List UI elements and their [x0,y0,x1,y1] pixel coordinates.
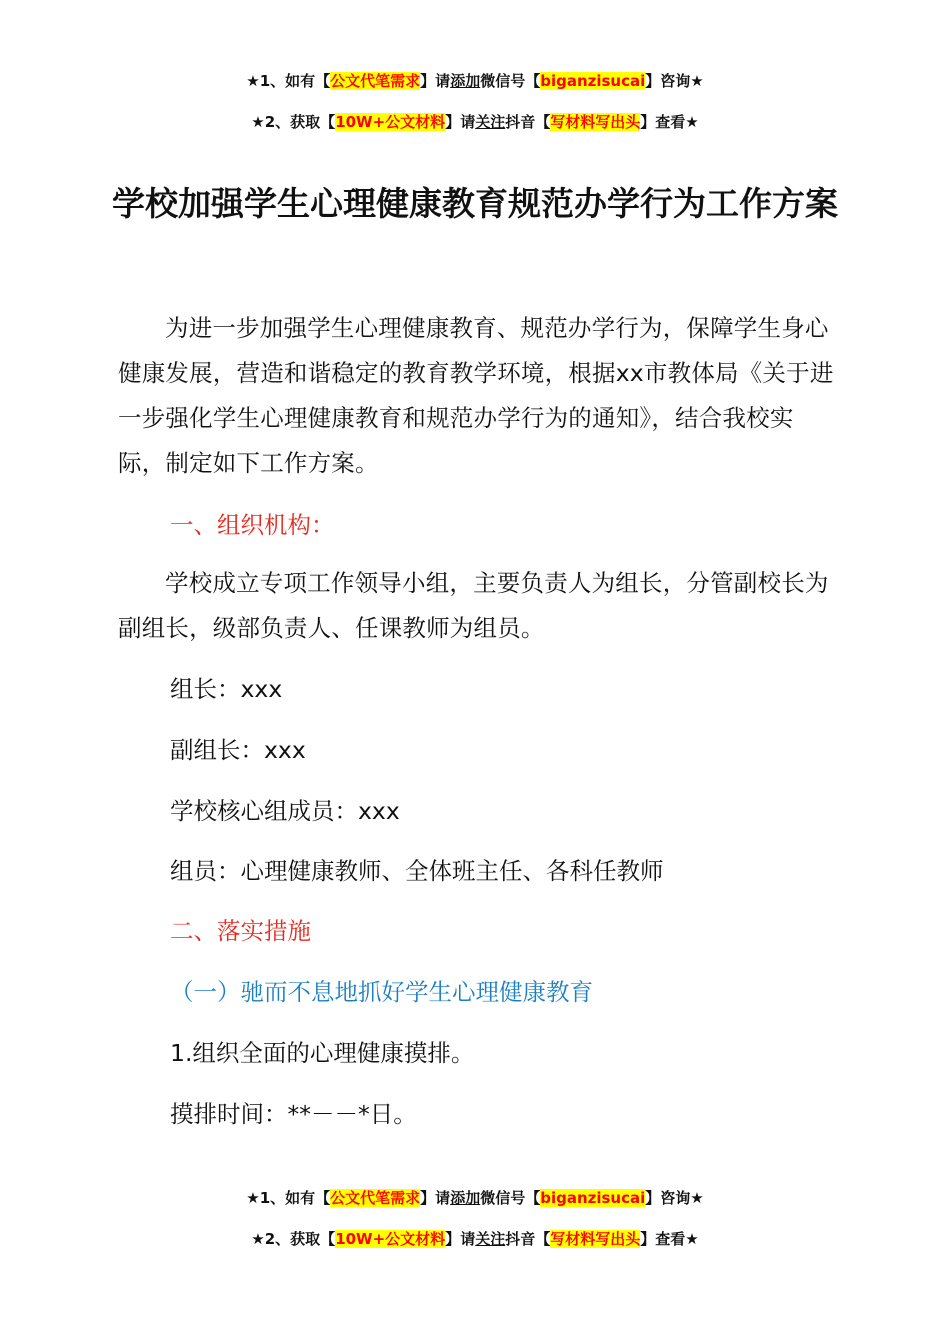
item-1: 1.组织全面的心理健康摸排。 [170,1039,475,1067]
banner-text: 】请 [420,1189,451,1207]
banner-text: 】请 [445,1230,476,1248]
intro-paragraph: 为进一步加强学生心理健康教育、规范办学行为，保障学生身心健康发展，营造和谐稳定的教育教学环境，根据xx市教体局《关于进一步强化学生心理健康教育和规范办学行为的通知》，结合我校实际，制定如下工作方案。 [118,314,834,477]
banner-highlight: biganzisucai [540,1189,646,1207]
banner-highlight: 公文代笔需求 [330,1189,421,1207]
banner-highlight: 10W+公文材料 [335,113,446,131]
banner-text: ★1、如有【 [246,1189,331,1207]
banner-text: 】查看★ [640,1230,699,1248]
banner-underline: 关注 [475,1230,506,1248]
banner-underline: 添加 [450,72,481,90]
banner-highlight: 公文代笔需求 [330,72,421,90]
banner-text: ★2、获取【 [251,113,336,131]
banner-highlight: biganzisucai [540,72,646,90]
leader-line: 组长：xxx [170,675,283,703]
banner-text: ★2、获取【 [251,1230,336,1248]
banner-highlight: 写材料写出头 [550,1230,641,1248]
section-1-paragraph: 学校成立专项工作领导小组，主要负责人为组长，分管副校长为副组长，级部负责人、任课教师为组员。 [118,569,829,642]
members-line: 组员：心理健康教师、全体班主任、各科任教师 [170,857,664,885]
top-banner-line-2 [0,111,950,132]
banner-highlight: 写材料写出头 [550,113,641,131]
banner-text: 微信号【 [480,72,541,90]
banner-text: 】请 [445,113,476,131]
banner-underline: 添加 [450,1189,481,1207]
section-2-heading: 二、落实措施 [170,917,311,945]
banner-underline: 关注 [475,113,506,131]
bottom-banner-line-1 [0,1187,950,1208]
banner-text: 】咨询★ [645,1189,704,1207]
section-1-heading: 一、组织机构： [170,511,335,539]
subsection-1-heading: （一）驰而不息地抓好学生心理健康教育 [170,978,593,1006]
banner-highlight: 10W+公文材料 [335,1230,446,1248]
banner-text: 微信号【 [480,1189,541,1207]
banner-text: 抖音【 [505,113,551,131]
bottom-banner-line-2 [0,1228,950,1249]
banner-text: ★1、如有【 [246,72,331,90]
banner-text: 抖音【 [505,1230,551,1248]
core-members-line: 学校核心组成员：xxx [170,797,400,825]
item-1-time: 摸排时间：**－－*日。 [170,1100,417,1128]
banner-text: 】查看★ [640,113,699,131]
banner-text: 】请 [420,72,451,90]
document-title: 学校加强学生心理健康教育规范办学行为工作方案 [112,184,838,223]
top-banner-line-1 [0,70,950,91]
vice-leader-line: 副组长：xxx [170,736,306,764]
banner-text: 】咨询★ [645,72,704,90]
